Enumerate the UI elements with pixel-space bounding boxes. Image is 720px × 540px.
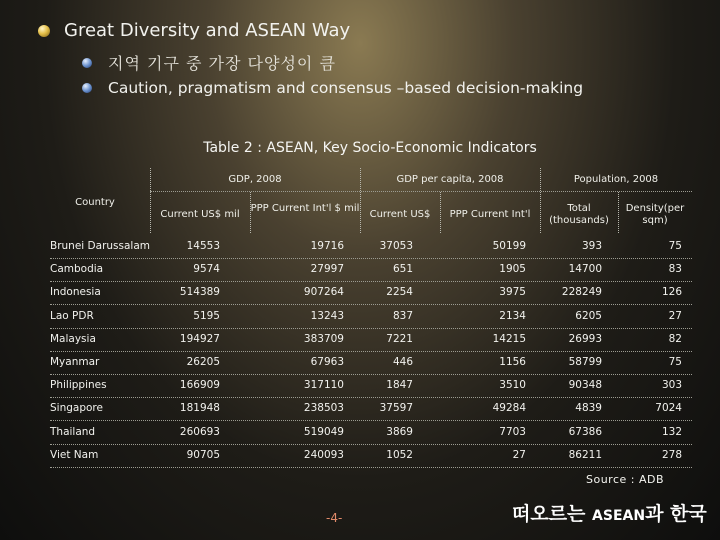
value-cell: 1905 <box>499 263 526 276</box>
brand-text-1: 떠오르는 <box>512 503 593 525</box>
country-cell: Indonesia <box>50 286 101 299</box>
value-cell: 27 <box>512 448 526 461</box>
table-row <box>50 422 690 445</box>
table-row <box>50 375 690 398</box>
col-gdppc-ppp: PPP Current Int'l <box>449 209 531 220</box>
value-cell: 228249 <box>561 286 602 299</box>
bullet-2 <box>82 51 336 74</box>
country-cell: Thailand <box>50 425 96 438</box>
blue-bullet-icon <box>82 83 92 93</box>
col-gdp-current: Current US$ mil <box>160 209 240 220</box>
value-cell: 37597 <box>379 402 413 415</box>
col-pop-density: Density(per sqm) <box>625 203 685 226</box>
bullet-3-text: Caution, pragmatism and consensus –based decision-making <box>108 79 584 97</box>
source-note: Source : ADB <box>586 473 665 486</box>
value-cell: 3975 <box>499 286 526 299</box>
blue-bullet-icon <box>82 58 92 68</box>
value-cell: 26993 <box>568 332 602 345</box>
col-pop-total: Total (thousands) <box>549 203 609 226</box>
value-cell: 90705 <box>186 448 220 461</box>
value-cell: 13243 <box>310 309 344 322</box>
value-cell: 907264 <box>303 286 344 299</box>
brand-logo <box>512 499 707 526</box>
row-divider <box>50 467 692 468</box>
value-cell: 2254 <box>386 286 413 299</box>
value-cell: 86211 <box>568 448 602 461</box>
value-cell: 75 <box>668 356 682 368</box>
value-cell: 3510 <box>499 379 526 392</box>
table-row <box>50 398 690 421</box>
value-cell: 67386 <box>568 425 602 438</box>
country-cell: Singapore <box>50 402 103 415</box>
value-cell: 75 <box>668 240 682 252</box>
value-cell: 7221 <box>386 332 413 345</box>
value-cell: 3869 <box>386 425 413 438</box>
value-cell: 519049 <box>303 425 344 438</box>
table-row <box>50 306 690 329</box>
table-row <box>50 236 690 259</box>
country-cell: Viet Nam <box>50 448 99 461</box>
country-cell: Philippines <box>50 379 107 392</box>
value-cell: 317110 <box>303 379 344 392</box>
table-row <box>50 282 690 305</box>
group-population: Population, 2008 <box>573 174 659 185</box>
value-cell: 5195 <box>193 309 220 322</box>
value-cell: 37053 <box>379 240 413 252</box>
bullet-3 <box>82 79 583 97</box>
value-cell: 83 <box>668 263 682 276</box>
value-cell: 27997 <box>310 263 344 276</box>
table-row <box>50 445 690 468</box>
country-cell: Cambodia <box>50 263 104 276</box>
country-cell: Brunei Darussalam <box>50 240 150 252</box>
value-cell: 19716 <box>310 240 344 252</box>
value-cell: 7024 <box>655 402 682 415</box>
value-cell: 1052 <box>386 448 413 461</box>
value-cell: 651 <box>392 263 413 276</box>
value-cell: 1847 <box>386 379 413 392</box>
value-cell: 126 <box>661 286 682 299</box>
brand-text-3: 과 한국 <box>645 503 707 525</box>
table-row <box>50 352 690 375</box>
value-cell: 49284 <box>492 402 526 415</box>
value-cell: 132 <box>661 425 682 438</box>
value-cell: 303 <box>661 379 682 392</box>
value-cell: 67963 <box>310 356 344 368</box>
header-divider <box>250 192 251 233</box>
value-cell: 260693 <box>179 425 220 438</box>
value-cell: 514389 <box>179 286 220 299</box>
country-cell: Myanmar <box>50 356 100 368</box>
brand-text-2: ASEAN <box>592 508 646 524</box>
group-gdp: GDP, 2008 <box>228 174 282 185</box>
value-cell: 90348 <box>568 379 602 392</box>
gold-bullet-icon <box>38 25 50 37</box>
value-cell: 58799 <box>568 356 602 368</box>
header-divider <box>150 191 692 192</box>
bullet-2-text: 지역 기구 중 가장 다양성이 큼 <box>108 54 336 73</box>
value-cell: 446 <box>392 356 413 368</box>
col-gdppc-current: Current US$ <box>369 209 431 220</box>
header-divider <box>150 168 151 233</box>
header-divider <box>540 168 541 233</box>
value-cell: 383709 <box>303 332 344 345</box>
value-cell: 278 <box>661 448 682 461</box>
value-cell: 14215 <box>492 332 526 345</box>
group-gdp-per-capita: GDP per capita, 2008 <box>396 174 504 185</box>
value-cell: 1156 <box>499 356 526 368</box>
value-cell: 194927 <box>179 332 220 345</box>
value-cell: 238503 <box>303 402 344 415</box>
value-cell: 14553 <box>186 240 220 252</box>
value-cell: 393 <box>581 240 602 252</box>
value-cell: 166909 <box>179 379 220 392</box>
value-cell: 7703 <box>499 425 526 438</box>
country-cell: Lao PDR <box>50 309 94 322</box>
header-divider <box>440 192 441 233</box>
value-cell: 82 <box>668 332 682 345</box>
country-cell: Malaysia <box>50 332 96 345</box>
value-cell: 9574 <box>193 263 220 276</box>
table-row <box>50 259 690 282</box>
table-row <box>50 329 690 352</box>
value-cell: 4839 <box>575 402 602 415</box>
value-cell: 27 <box>668 309 682 322</box>
value-cell: 240093 <box>303 448 344 461</box>
value-cell: 50199 <box>492 240 526 252</box>
col-gdp-ppp: PPP Current Int'l $ mil <box>250 203 360 214</box>
value-cell: 181948 <box>179 402 220 415</box>
value-cell: 26205 <box>186 356 220 368</box>
value-cell: 837 <box>392 309 413 322</box>
value-cell: 6205 <box>575 309 602 322</box>
table-title: Table 2 : ASEAN, Key Socio-Economic Indicators <box>203 140 537 156</box>
value-cell: 2134 <box>499 309 526 322</box>
header-divider <box>360 168 361 233</box>
page-number: -4- <box>326 511 343 525</box>
value-cell: 14700 <box>568 263 602 276</box>
header-divider <box>618 192 619 233</box>
country-header: Country <box>75 197 115 208</box>
bullet-1 <box>38 20 350 41</box>
bullet-1-text: Great Diversity and ASEAN Way <box>64 20 351 41</box>
